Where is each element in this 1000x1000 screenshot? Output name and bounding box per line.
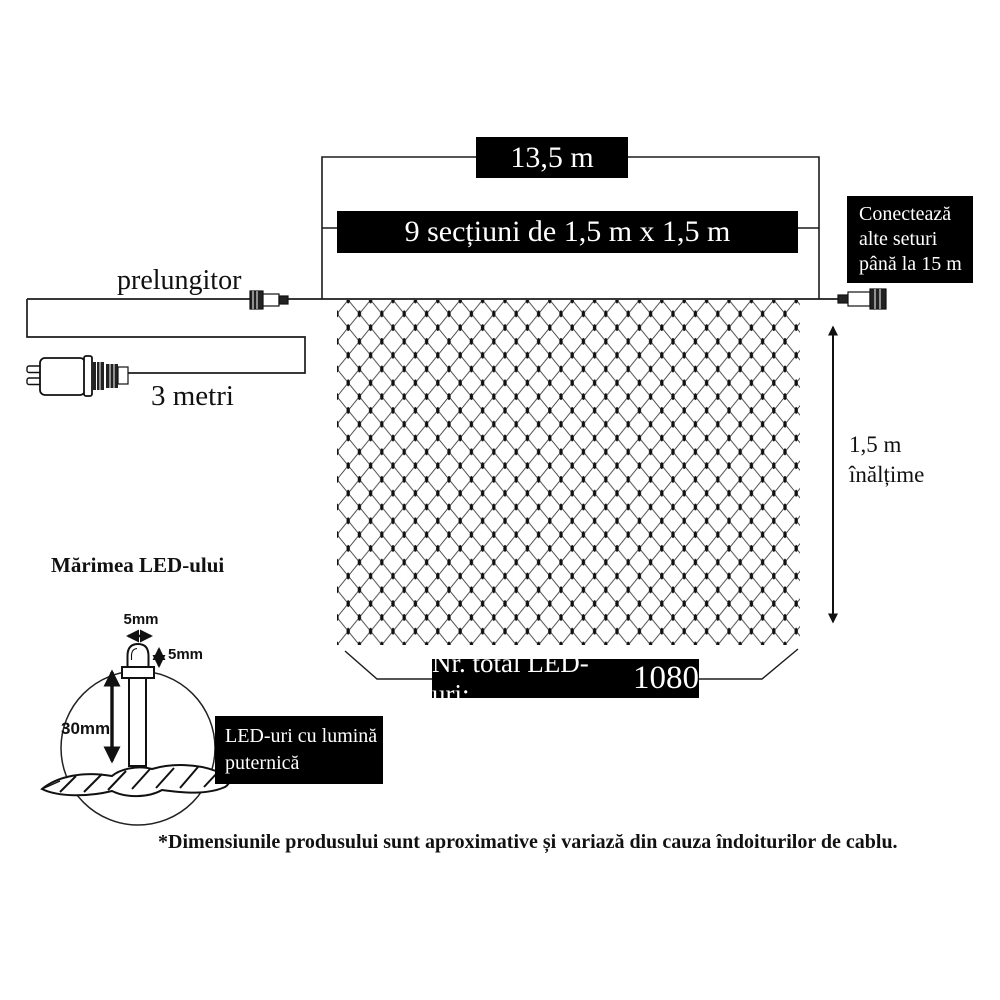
- sections-label-box: [337, 211, 798, 253]
- led-note-line2: puternică: [225, 752, 300, 774]
- bulb-width-label: 5mm: [123, 611, 159, 628]
- width-label: 13,5 m: [510, 140, 594, 174]
- bulb-height-label: 5mm: [168, 646, 204, 663]
- extension-label: prelungitor: [117, 265, 242, 296]
- power-plug-icon: [27, 356, 128, 396]
- body-length-label: 30mm: [61, 719, 111, 738]
- led-size-title: Mărimea LED-ului: [51, 553, 225, 577]
- height-value: 1,5 m: [849, 432, 902, 457]
- twisted-wire-icon: [42, 765, 229, 796]
- disclaimer-text: *Dimensiunile produsului sunt aproximative și variază din cauza îndoiturilor de cablu.: [158, 831, 898, 853]
- height-label: [849, 430, 924, 490]
- total-leds-value: 1080: [633, 660, 699, 696]
- total-leds-box: [432, 647, 699, 709]
- height-word: înălțime: [849, 462, 925, 487]
- sections-label: 9 secțiuni de 1,5 m x 1,5 m: [404, 215, 731, 248]
- connect-note-line2: alte seturi: [859, 228, 938, 250]
- connect-note-line3: până la 15 m: [859, 253, 962, 275]
- connect-note-line1: Conectează: [859, 203, 952, 225]
- net-mesh: [337, 300, 800, 645]
- total-lead-right: [698, 649, 798, 679]
- width-label-box: [476, 137, 628, 178]
- connector-icon: [838, 289, 886, 309]
- led-bulb-icon: [122, 644, 154, 766]
- connect-note-box: [847, 196, 973, 283]
- total-leds-label: Nr. total LED-uri:: [432, 647, 589, 709]
- connector-icon: [250, 291, 288, 309]
- cable-length-label: 3 metri: [151, 380, 234, 412]
- led-note-line1: LED-uri cu lumină: [225, 725, 378, 747]
- led-note-box: [215, 716, 383, 784]
- total-lead-left: [345, 651, 432, 679]
